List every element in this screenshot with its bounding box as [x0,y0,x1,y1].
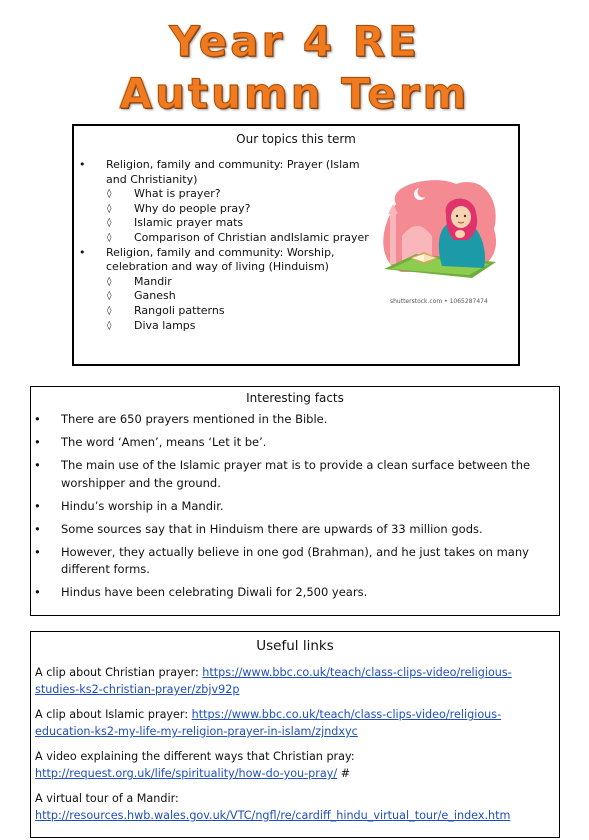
diamond-bullet-icon: ◊ [107,276,112,287]
bullet-icon: • [79,158,86,171]
bullet-icon: • [34,498,41,513]
facts-box [30,386,560,616]
subtopic-item: ◊ Why do people pray? [107,201,251,215]
bullet-icon: • [34,458,41,472]
diamond-bullet-icon: ◊ [107,189,112,200]
subtopic-item: ◊ Comparison of Christian andIslamic prayer [107,230,369,244]
link-item [31,706,559,740]
link-label: A virtual tour of a Mandir: [35,792,179,805]
fact-item: • Hindu’s worship in a Mandir. [31,498,559,516]
subtopic-item: ◊ Mandir [107,274,172,288]
praying-girl-illustration [376,174,502,286]
topic-item [74,158,369,246]
link-item [31,748,559,782]
fact-item: • Some sources say that in Hinduism there are upwards of 33 million gods. [31,521,559,539]
diamond-bullet-icon: ◊ [107,305,112,316]
fact-item: • The word ‘Amen’, means ‘Let it be’. [31,434,559,452]
islamic-prayer-link[interactable]: https://www.bbc.co.uk/teach/class-clips-video/religious-education-ks2-my-life-my-religion-prayer-in-islam/zjndxyc [35,708,502,738]
topics-heading: Our topics this term [236,132,356,146]
fact-item: • There are 650 prayers mentioned in the Bible. [31,411,559,429]
facts-heading: Interesting facts [246,391,344,405]
fact-item: • The main use of the Islamic prayer mat is to provide a clean surface between the worshipper and the ground. [34,458,531,490]
subtopic-item: ◊ Rangoli patterns [107,303,225,317]
title-line-2: Autumn Term [119,69,470,118]
link-item [31,664,559,698]
bullet-icon: • [34,412,41,426]
topic-item [74,246,366,334]
bullet-icon: • [34,585,41,599]
topic-text: Religion, family and community: Worship, celebration and way of living (Hinduism) [106,245,335,274]
link-label: A clip about Islamic prayer: [35,708,192,721]
diamond-bullet-icon: ◊ [107,203,112,214]
link-label: A clip about Christian prayer: [35,666,203,679]
image-caption: shutterstock.com • 1065287474 [390,298,488,305]
diamond-bullet-icon: ◊ [107,218,112,229]
link-suffix: # [337,767,351,780]
subtopic-item: ◊ Ganesh [107,289,176,303]
bullet-icon: • [34,435,41,449]
christian-prayer-link[interactable]: https://www.bbc.co.uk/teach/class-clips-video/religious-studies-ks2-christian-prayer/zbjv92p [35,666,512,696]
diamond-bullet-icon: ◊ [107,232,112,243]
topics-box [72,124,520,366]
link-item [31,790,559,824]
links-heading: Useful links [256,638,334,654]
links-box [30,631,560,838]
bullet-icon: • [34,544,41,559]
subtopic-item: ◊ Diva lamps [107,318,196,332]
diamond-bullet-icon: ◊ [107,320,112,331]
subtopic-item: ◊ What is prayer? [107,187,221,201]
bullet-icon: • [34,521,41,536]
christian-pray-ways-link[interactable]: http://request.org.uk/life/spirituality/how-do-you-pray/ [35,767,338,780]
facts-list [31,411,559,602]
title-line-1: Year 4 RE [169,17,420,66]
link-label: A video explaining the different ways that Christian pray: [35,750,355,763]
mandir-tour-link[interactable]: http://resources.hwb.wales.gov.uk/VTC/ngfl/re/cardiff_hindu_virtual_tour/e_index.htm [35,809,511,822]
topic-text: Religion, family and community: Prayer (Islam and Christianity) [106,158,360,186]
diamond-bullet-icon: ◊ [107,291,112,302]
subtopic-item: ◊ Islamic prayer mats [107,216,244,230]
fact-item: • However, they actually believe in one god (Brahman), and he just takes on many different forms. [34,544,529,576]
fact-item: • Hindus have been celebrating Diwali for 2,500 years. [31,584,559,602]
bullet-icon: • [79,245,86,259]
